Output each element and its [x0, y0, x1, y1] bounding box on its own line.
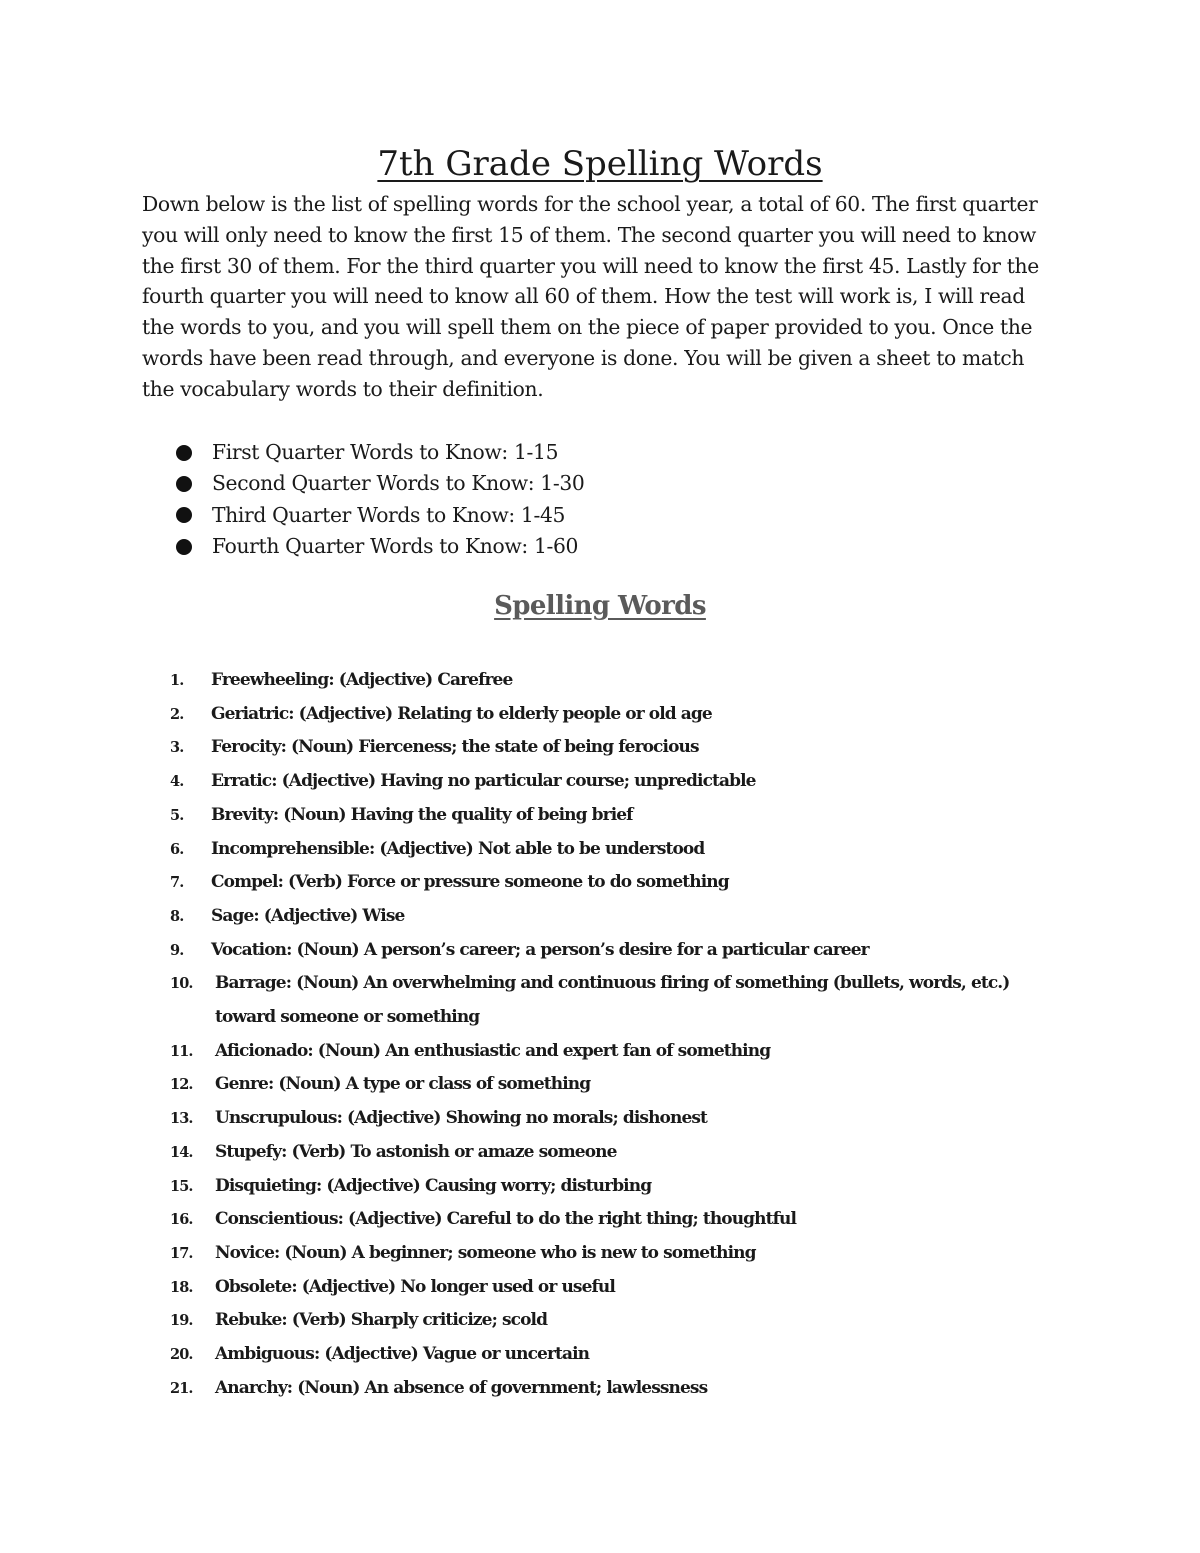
item-text: Unscrupulous: (Adjective) Showing no morals; dishonest	[215, 1108, 707, 1129]
page-title: 7th Grade Spelling Words	[377, 144, 823, 184]
item-text: Ferocity: (Noun) Fierceness; the state of being ferocious	[211, 737, 699, 758]
list-item	[170, 698, 1070, 732]
list-item	[170, 833, 1070, 867]
item-number: 4.	[170, 773, 184, 791]
bullet-icon	[176, 445, 192, 461]
item-number: 5.	[170, 806, 184, 824]
item-text: Rebuke: (Verb) Sharply criticize; scold	[215, 1310, 548, 1331]
item-text: Brevity: (Noun) Having the quality of being brief	[211, 804, 633, 825]
list-item	[170, 765, 1070, 799]
item-text: Barrage: (Noun) An overwhelming and continuous firing of something (bullets, words, etc.) toward someone or something	[215, 973, 1010, 1028]
list-item	[170, 1170, 1070, 1204]
item-number: 3.	[170, 739, 184, 757]
intro-paragraph: Down below is the list of spelling words for the school year, a total of 60. The first quarter you will only need to know the first 15 of them. The second quarter you will need to know the first 30 of them. For the third quarter you will need to know the first 45. Lastly for the fourth quarter you will need to know all 60 of them. How the test will work is, I will read the words to you, and you will spell them on the piece of paper provided to you. Once the words have been read through, and everyone is done. You will be given a sheet to match the vocabulary words to their definition.	[142, 192, 1039, 401]
item-text: Novice: (Noun) A beginner; someone who is new to something	[215, 1242, 756, 1263]
item-text: Vocation: (Noun) A person’s career; a person’s desire for a particular career	[211, 939, 869, 960]
item-text: Geriatric: (Adjective) Relating to elderly people or old age	[211, 703, 712, 724]
item-text: Freewheeling: (Adjective) Carefree	[211, 670, 513, 690]
item-number: 11.	[170, 1042, 193, 1060]
item-text: Aficionado: (Noun) An enthusiastic and expert fan of something	[215, 1040, 771, 1061]
item-number: 6.	[170, 840, 184, 858]
quarter-label: Third Quarter Words to Know: 1-45	[212, 502, 566, 527]
list-item	[170, 1304, 1070, 1338]
item-text: Erratic: (Adjective) Having no particular course; unpredictable	[211, 771, 756, 792]
item-number: 13.	[170, 1110, 193, 1128]
spelling-word-list	[170, 664, 1070, 1405]
item-text: Obsolete: (Adjective) No longer used or useful	[215, 1276, 615, 1297]
list-item	[170, 900, 1070, 934]
quarter-label: First Quarter Words to Know: 1-15	[212, 440, 559, 464]
item-number: 21.	[170, 1379, 193, 1397]
quarter-item	[176, 468, 584, 499]
bullet-icon	[176, 539, 192, 555]
list-item	[170, 1203, 1070, 1237]
list-item	[170, 1102, 1070, 1136]
list-item	[170, 1271, 1070, 1305]
item-text: Conscientious: (Adjective) Careful to do the right thing; thoughtful	[215, 1209, 797, 1230]
list-item	[170, 967, 1070, 1034]
item-number: 14.	[170, 1143, 193, 1161]
list-item	[170, 799, 1070, 833]
item-number: 15.	[170, 1177, 193, 1195]
item-number: 10.	[170, 975, 193, 993]
list-item	[170, 1136, 1070, 1170]
item-number: 16.	[170, 1211, 193, 1229]
list-item	[170, 731, 1070, 765]
item-number: 19.	[170, 1312, 193, 1330]
item-number: 20.	[170, 1346, 193, 1364]
item-text: Ambiguous: (Adjective) Vague or uncertain	[215, 1344, 590, 1365]
item-number: 7.	[170, 874, 184, 892]
list-item	[170, 1035, 1070, 1069]
list-item	[170, 866, 1070, 900]
bullet-icon	[176, 476, 192, 492]
quarter-item	[176, 437, 584, 468]
list-item	[170, 1338, 1070, 1372]
quarter-list	[176, 437, 584, 562]
item-number: 8.	[170, 907, 184, 925]
list-item	[170, 1237, 1070, 1271]
item-number: 17.	[170, 1244, 193, 1262]
item-text: Genre: (Noun) A type or class of something	[215, 1074, 591, 1095]
list-item	[170, 1372, 1070, 1406]
item-number: 2.	[170, 705, 184, 723]
quarter-label: Second Quarter Words to Know: 1-30	[212, 471, 585, 496]
quarter-item	[176, 531, 584, 562]
bullet-icon	[176, 507, 192, 523]
item-number: 1.	[170, 672, 184, 689]
list-item	[170, 664, 1070, 698]
item-text: Stupefy: (Verb) To astonish or amaze someone	[215, 1141, 617, 1162]
list-item	[170, 934, 1070, 968]
item-text: Compel: (Verb) Force or pressure someone to do something	[211, 872, 729, 893]
quarter-item	[176, 500, 584, 531]
item-text: Disquieting: (Adjective) Causing worry; disturbing	[215, 1175, 652, 1196]
item-text: Sage: (Adjective) Wise	[211, 905, 405, 926]
item-number: 12.	[170, 1076, 193, 1094]
item-number: 9.	[170, 941, 184, 959]
list-item	[170, 1068, 1070, 1102]
quarter-label: Fourth Quarter Words to Know: 1-60	[212, 533, 579, 558]
item-text: Incomprehensible: (Adjective) Not able to be understood	[211, 838, 705, 859]
item-text: Anarchy: (Noun) An absence of government; lawlessness	[215, 1377, 708, 1398]
section-title: Spelling Words	[494, 591, 706, 621]
item-number: 18.	[170, 1278, 193, 1296]
